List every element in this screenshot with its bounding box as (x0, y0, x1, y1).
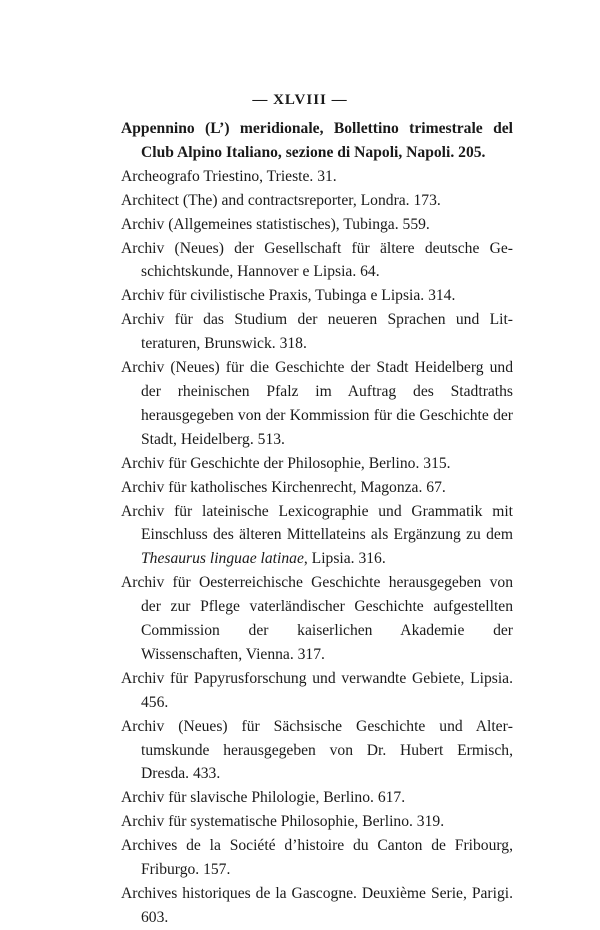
entry-text: Archiv für lateinische Lexicographie und Grammatik mit Einschluss des älteren Mittellateins als Ergänzung zu dem (121, 502, 513, 544)
list-item: Archiv (Neues) für Sächsische Geschichte und Altertumskunde herausgegeben von Dr. Hubert Ermisch, Dresda. 433. (121, 717, 513, 783)
page-number: — XLVIII — (252, 92, 348, 108)
list-item: Archiv (Neues) der Gesellschaft für ältere deutsche Geschichtskunde, Hannover e Lipsia. 64. (121, 239, 513, 281)
list-item: Archiv für das Studium der neueren Sprachen und Litteraturen, Brunswick. 318. (121, 311, 513, 353)
list-item: Architect (The) and contractsreporter, Londra. 173. (121, 191, 441, 209)
list-item: Archiv für slavische Philologie, Berlino. 617. (121, 789, 406, 807)
bibliography-list (121, 117, 513, 930)
list-item: Archiv für Oesterreichische Geschichte herausgegeben von der zur Pflege vaterländischer Geschichte aufgestellten Commission der kaiserlichen Akademie der Wissenschaften, Vienna. 317. (121, 574, 513, 663)
list-item: Archiv für civilistische Praxis, Tubinga e Lipsia. 314. (121, 287, 456, 305)
list-item: Archiv für katholisches Kirchenrecht, Magonza. 67. (121, 478, 446, 496)
list-item: Archiv (Allgemeines statistisches), Tubinga. 559. (121, 215, 430, 233)
list-item: Archives historiques de la Gascogne. Deuxième Serie, Parigi. 603. (121, 885, 513, 926)
list-item: Archiv (Neues) für die Geschichte der Stadt Heidelberg und der rheinischen Pfalz im Auftrag des Stadtraths herausgegeben von der Kommission für die Geschichte der Stadt, Heidelberg. 513. (121, 359, 513, 448)
list-item: Archives de la Société d’histoire du Canton de Fribourg, Friburgo. 157. (121, 837, 513, 879)
list-item: Appennino (L’) meridionale, Bollettino trimestrale del Club Alpino Italiano, sezione di Napoli, Napoli. 205. (121, 120, 513, 161)
list-item: Archiv für Geschichte der Philosophie, Berlino. 315. (121, 454, 451, 472)
entry-text: , Lipsia. 316. (303, 550, 386, 568)
entry-italic-title: Thesaurus linguae latinae (141, 550, 304, 568)
list-item: Archiv für systematische Philosophie, Berlino. 319. (121, 813, 445, 831)
list-item (121, 500, 513, 572)
list-item: Archeografo Triestino, Trieste. 31. (121, 167, 337, 185)
list-item: Archiv für Papyrusforschung und verwandte Gebiete, Lipsia. 456. (121, 669, 513, 711)
